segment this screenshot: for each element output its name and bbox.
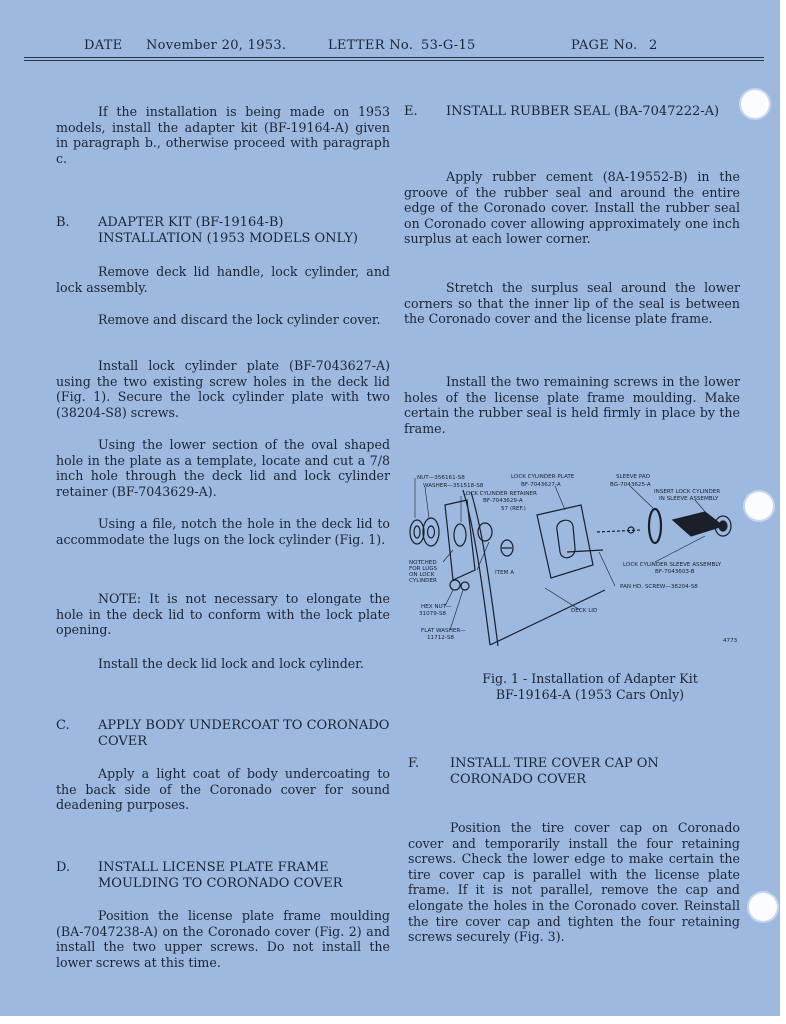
section-c-p1 <box>56 766 390 813</box>
washer-hole-shape <box>428 526 435 538</box>
sleeve-end-core-shape <box>719 521 727 531</box>
paragraph: Apply a light coat of body undercoating to the back side of the Coronado cover for sound deadening purposes. <box>56 766 390 813</box>
punch-hole <box>749 893 777 921</box>
insert-label-line2: IN SLEEVE ASSEMBLY <box>659 496 719 502</box>
paragraph: Remove deck lid handle, lock cylinder, and lock assembly. <box>56 264 390 295</box>
sleeve-pad-shape <box>649 509 661 543</box>
section-title: INSTALL LICENSE PLATE FRAME MOULDING TO CORONADO COVER <box>98 860 343 891</box>
leader-line <box>695 500 707 514</box>
section-d-heading <box>56 860 390 892</box>
nut-shape <box>410 520 424 544</box>
nut-hole-shape <box>414 526 420 538</box>
pad-part-label: BG-7043625-A <box>610 482 651 488</box>
leader-line <box>425 487 429 518</box>
section-letter: E. <box>404 104 418 119</box>
paragraph: Install lock cylinder plate (BF-7043627-A) using the two existing screw holes in the deck lid (Fig. 1). Secure the lock cylinder plate with two (38204-S8) screws. <box>56 358 390 420</box>
section-e-p2 <box>404 280 740 327</box>
section-letter: B. <box>56 215 70 230</box>
section-b-heading <box>56 215 390 247</box>
paragraph: Position the license plate frame moulding (BA-7047238-A) on the Coronado cover (Fig. 2) and install the two upper screws. Do not install the lower screws at this time. <box>56 908 390 970</box>
section-title: INSTALL TIRE COVER CAP ON CORONADO COVER <box>450 756 659 787</box>
retainer-label: LOCK CYLINDER RETAINER <box>463 491 537 497</box>
screw-shape <box>567 550 603 552</box>
section-e-heading <box>404 104 740 120</box>
notched-label-line4: CYLINDER <box>409 578 437 584</box>
insert-label: INSERT LOCK CYLINDER <box>654 489 721 495</box>
flat-washer-part-label: 11712-S8 <box>427 635 454 641</box>
item-a-label: ITEM A <box>495 570 515 576</box>
section-b-note <box>56 591 390 638</box>
section-letter: D. <box>56 860 71 875</box>
paragraph: Apply rubber cement (8A-19552-B) in the groove of the rubber seal and around the entire edge of the Coronado cover. Install the rubber seal on Coronado cover allowing approximately one inch surplus at each lower corner. <box>404 169 740 247</box>
paragraph: Using the lower section of the oval shaped hole in the plate as a template, locate and cut a 7/8 inch hole through the deck lid and lock cylinder retainer (BF-7043629-A). <box>56 437 390 499</box>
flat-washer-label: FLAT WASHER— <box>421 628 466 634</box>
section-letter: F. <box>408 756 420 771</box>
retainer-shape <box>445 500 475 580</box>
paragraph: Stretch the surplus seal around the lower corners so that the inner lip of the seal is between the Coronado cover and the license plate frame. <box>404 280 740 327</box>
section-d-p1 <box>56 908 390 970</box>
section-title: INSTALL RUBBER SEAL (BA-7047222-A) <box>446 104 720 119</box>
section-f-p1 <box>408 820 740 945</box>
section-e-p1 <box>404 169 740 247</box>
adapter-kit-diagram <box>405 470 745 655</box>
washer-shape <box>423 518 439 546</box>
note-text: NOTE: It is not necessary to elongate the hole in the deck lid to conform with the lock plate opening. <box>56 591 390 638</box>
pad-label: SLEEVE PAD <box>616 474 651 480</box>
plate-label: LOCK CYLINDER PLATE <box>511 474 575 480</box>
paragraph: Using a file, notch the hole in the deck lid to accommodate the lugs on the lock cylinder (Fig. 1). <box>56 516 390 547</box>
date-label: DATE <box>84 38 123 53</box>
section-b-p3 <box>56 358 390 420</box>
paragraph: Remove and discard the lock cylinder cover. <box>98 312 381 327</box>
paragraph: Position the tire cover cap on Coronado cover and temporarily install the four retaining screws. Check the lower edge to make certain the tire cover cap is parallel with the license plate frame. If it is not parallel, remove the cap and elongate the holes in the Coronado cover. Reinstall the tire cover cap and tighten the four retaining screws securely (Fig. 3). <box>408 820 740 945</box>
paragraph: Install the deck lid lock and lock cylinder. <box>98 656 364 671</box>
letter-number: 53-G-15 <box>421 38 476 53</box>
section-title: APPLY BODY UNDERCOAT TO CORONADO COVER <box>98 718 390 749</box>
leader-line <box>545 588 580 610</box>
page-label: PAGE No. <box>571 38 638 53</box>
ref-label: 57 (REF.) <box>501 506 526 512</box>
leader-line <box>599 552 615 586</box>
figure-caption-line1: Fig. 1 - Installation of Adapter Kit <box>482 671 698 686</box>
section-b-p2 <box>56 312 390 328</box>
leader-line <box>450 590 463 630</box>
deck-lid-label: DECK LID <box>571 608 598 614</box>
plate-part-label: BF-7043627-A <box>521 482 561 488</box>
deck-lid-bottom-shape <box>490 590 605 645</box>
sleeve-part-label: BF-7043603-B <box>655 569 695 575</box>
hex-nut-label: HEX NUT— <box>421 604 452 610</box>
section-f-heading <box>408 756 740 788</box>
nut-label: NUT—356161-S8 <box>417 475 465 481</box>
hex-nut-shape <box>450 580 460 590</box>
washer-label: WASHER—351518-S8 <box>423 483 484 489</box>
header-rule <box>24 60 764 61</box>
leader-line <box>555 486 565 510</box>
section-b-p4 <box>56 437 390 499</box>
leader-line <box>655 536 705 562</box>
retainer-part-label: BF-7043629-A <box>483 498 523 504</box>
section-b-p6 <box>56 656 390 672</box>
leader-line <box>443 550 453 562</box>
header-rule <box>24 57 764 58</box>
date-value: November 20, 1953. <box>146 38 287 53</box>
section-b-p1 <box>56 264 390 295</box>
pan-screw-label: PAN HD. SCREW—38204-S8 <box>620 584 698 590</box>
sleeve-label: LOCK CYLINDER SLEEVE ASSEMBLY <box>623 562 722 568</box>
notched-label: NOTCHED <box>409 560 437 566</box>
section-c-heading <box>56 718 390 750</box>
figure-caption-line2: BF-19164-A (1953 Cars Only) <box>495 687 685 702</box>
intro-paragraph <box>56 104 390 166</box>
flat-washer-shape <box>461 582 469 590</box>
punch-hole <box>741 90 769 118</box>
hex-nut-part-label: 31079-S8 <box>419 611 446 617</box>
retainer-hole-shape <box>454 524 466 546</box>
section-title: ADAPTER KIT (BF-19164-B) INSTALLATION (1953 MODELS ONLY) <box>98 215 359 246</box>
section-e-p3 <box>404 374 740 436</box>
section-letter: C. <box>56 718 70 733</box>
intro-text: If the installation is being made on 1953 models, install the adapter kit (BF-19164-A) given in paragraph b., otherwise proceed with paragraph c. <box>56 104 390 166</box>
punch-hole <box>745 492 773 520</box>
notched-label-line3: ON LOCK <box>409 572 435 578</box>
notched-label-line2: FOR LUGS <box>409 566 438 572</box>
lock-plate-shape <box>537 505 593 578</box>
paragraph: Install the two remaining screws in the lower holes of the license plate frame moulding. Make certain the rubber seal is held firmly in place by the frame. <box>404 374 740 436</box>
page-number: 2 <box>649 38 658 53</box>
letter-label: LETTER No. <box>328 38 414 53</box>
leader-line <box>630 486 653 508</box>
section-b-p5 <box>56 516 390 547</box>
figure-number-label: 4773 <box>723 638 738 644</box>
